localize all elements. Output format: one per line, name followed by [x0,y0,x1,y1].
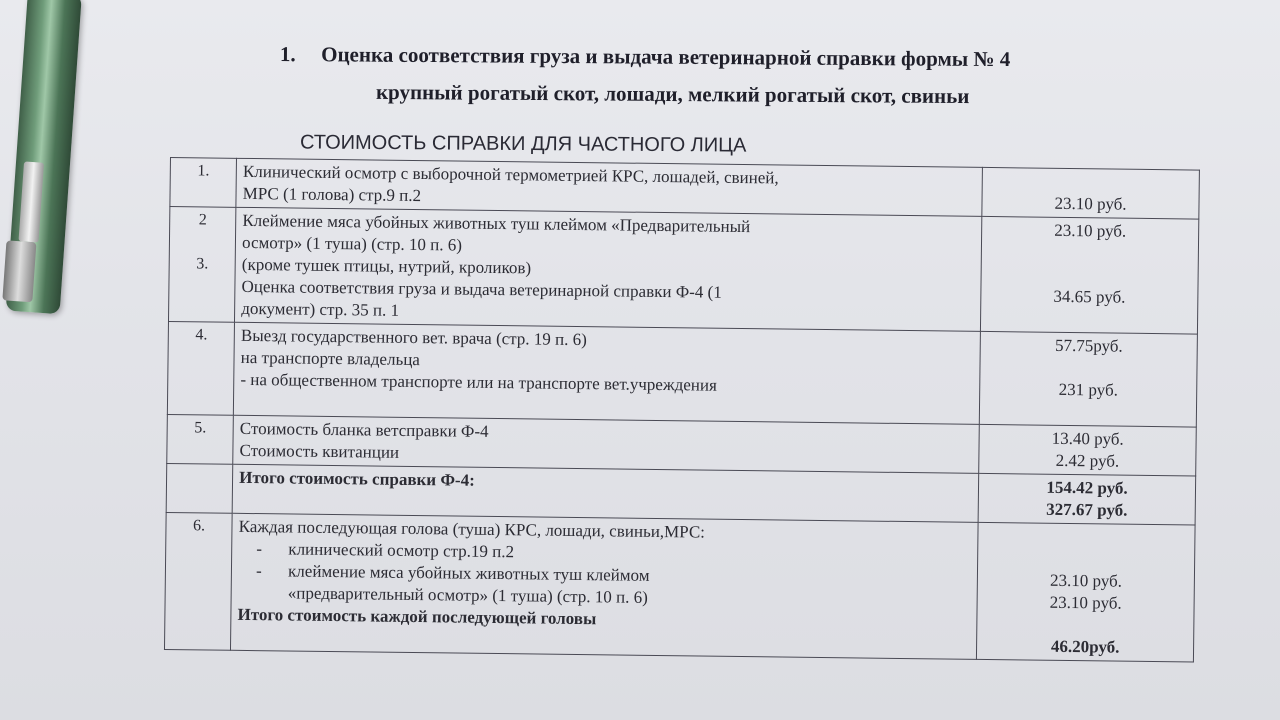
price-value: 23.10 руб. [1054,220,1127,241]
row-number-b: 3. [196,255,209,273]
description-line: Клеймение мяса убойных животных туш клеймом «Предварительный [242,210,751,237]
price-total-value: 154.42 руб. [1046,477,1128,498]
row-number: 1. [170,158,237,208]
document-subtitle: крупный рогатый скот, лошади, мелкий рогатый скот, свиньи [375,79,970,109]
table-row [168,207,1198,335]
price-table-wrapper [164,157,1200,663]
price-value: 2.42 руб. [1055,450,1120,471]
description-line: документ) стр. 35 п. 1 [241,298,400,320]
row-number-empty [166,463,233,513]
title-number: 1. [279,42,296,67]
description-line: Стоимость бланка ветсправки Ф-4 [239,418,489,441]
price-table [164,157,1200,663]
description-line: осмотр» (1 туша) (стр. 10 п. 6) [242,232,463,255]
description-line: (кроме тушек птицы, нутрий, кроликов) [241,254,532,278]
price-value: 231 руб. [1058,379,1119,400]
row-price [979,424,1196,476]
row-price [977,522,1195,662]
row-description [234,322,981,424]
row-price [978,473,1195,525]
price-total-value: 327.67 руб. [1046,499,1128,520]
description-line: Клинический осмотр с выборочной термометрией КРС, лошадей, свиней, [242,161,779,188]
table-row [164,512,1195,662]
pen-tip [2,240,36,302]
price-value: 34.65 руб. [1053,286,1126,307]
row-price [982,167,1199,219]
price-value: 23.10 руб. [1049,592,1122,613]
row-number [168,207,236,323]
bullet-mark: - [255,561,262,581]
bullet-text: клинический осмотр стр.19 п.2 [288,539,515,562]
price-value: 23.10 руб. [1049,570,1123,591]
document-title [280,42,1011,72]
section-title: СТОИМОСТЬ СПРАВКИ ДЛЯ ЧАСТНОГО ЛИЦА [299,131,747,157]
row-number: 5. [167,414,234,464]
price-total-value: 46.20руб. [1050,636,1120,657]
row-description [235,207,982,331]
description-line: Каждая последующая голова (туша) КРС, лошади, свиньи,МРС: [238,516,706,542]
row-number-a: 2 [198,211,207,229]
price-value: 23.10 руб. [1054,193,1127,214]
bullet-text: «предварительный осмотр» (1 туша) (стр. 10 п. 6) [287,583,648,607]
pen-object [0,0,96,325]
row-number: 6. [164,512,232,650]
row-price [979,331,1197,427]
row-number: 4. [167,321,234,415]
total-label: Итого стоимость справки Ф-4: [232,464,979,522]
row-price [981,216,1199,334]
table-row [167,321,1197,427]
row-description [231,513,979,659]
description-line: МРС (1 голова) стр.9 п.2 [242,183,422,206]
bullet-mark: - [256,539,263,559]
description-line: - на общественном транспорте или на транспорте вет.учреждения [240,369,717,395]
description-line: Стоимость квитанции [239,440,400,462]
description-line: Выезд государственного вет. врача (стр. 19 п. 6) [240,325,587,350]
description-line: на транспорте владельца [240,347,421,370]
title-text: Оценка соответствия груза и выдача ветеринарной справки формы № 4 [321,42,1011,72]
subsequent-total-label: Итого стоимость каждой последующей головы [237,604,597,629]
bullet-text: клеймение мяса убойных животных туш клеймом [287,561,650,585]
price-value: 13.40 руб. [1051,428,1124,449]
price-value: 57.75руб. [1054,335,1123,356]
description-line: Оценка соответствия груза и выдача ветеринарной справки Ф-4 (1 [241,276,722,302]
